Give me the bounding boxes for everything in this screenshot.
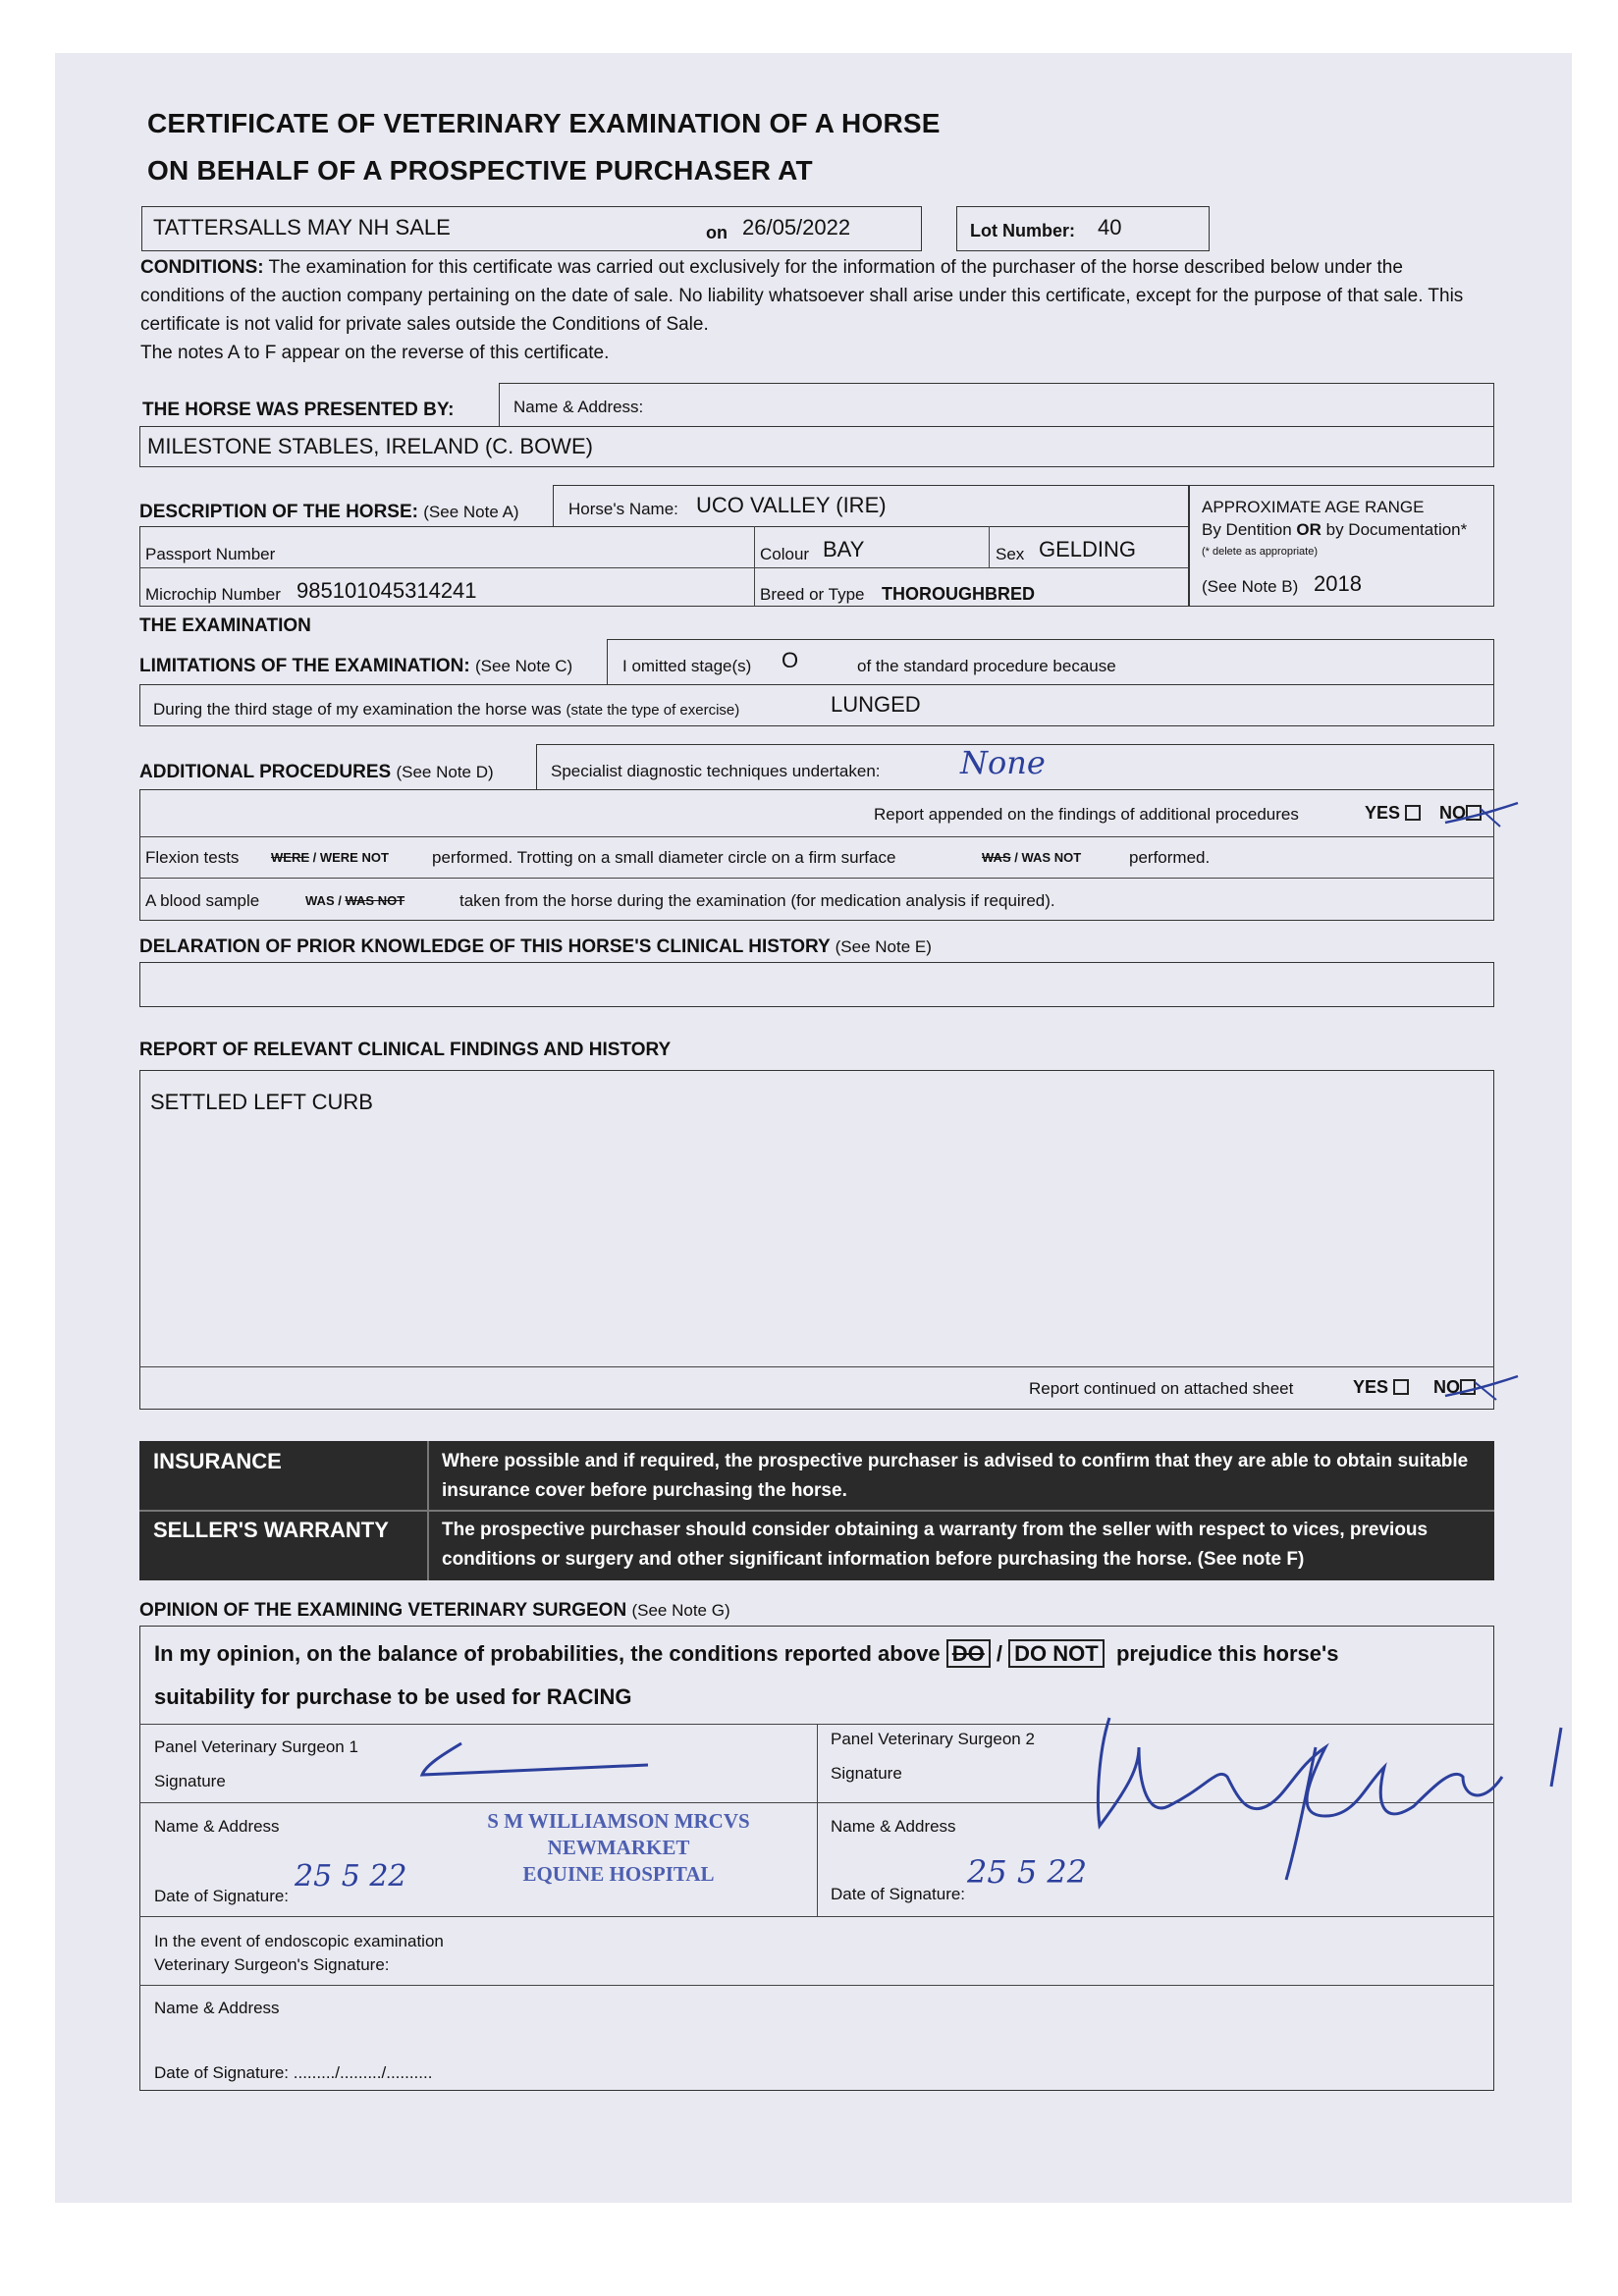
flexion-options [271,850,389,865]
vet2-date-label: Date of Signature: [831,1885,966,1903]
flexion-were-not: WERE NOT [319,850,389,865]
opinion-label-text: OPINION OF THE EXAMINING VETERINARY SURGEON [139,1600,627,1621]
report-value: SETTLED LEFT CURB [150,1090,373,1114]
report-appended-no-text: NO [1439,803,1466,823]
report-continued-yes-checkbox[interactable] [1393,1379,1409,1395]
sex-value: GELDING [1039,537,1137,561]
report-continued-yes-text: YES [1353,1377,1389,1397]
title-line-2: ON BEHALF OF A PROSPECTIVE PURCHASER AT [147,155,813,186]
endo-label-1: In the event of endoscopic examination [154,1932,444,1950]
blood-suffix: taken from the horse during the examination (for medication analysis if required). [459,891,1055,910]
additional-label [139,762,494,783]
age-delete-note: (* delete as appropriate) [1202,546,1319,558]
conditions-text [140,253,1476,367]
breed-label: Breed or Type [760,585,865,604]
opinion-do: DO [946,1639,991,1668]
horse-name-label: Horse's Name: [568,500,678,518]
blood-was: WAS [305,893,335,908]
flexion-label: Flexion tests [145,848,240,867]
opinion-label [139,1600,730,1622]
lot-number: 40 [1098,215,1122,240]
passport-label: Passport Number [145,545,276,563]
report-continued-no-tick-icon [1443,1366,1522,1406]
presented-by-value: MILESTONE STABLES, IRELAND (C. BOWE) [147,434,593,458]
report-appended-no-tick-icon [1443,793,1522,832]
vet2-signature-icon [1070,1708,1581,1885]
colour-value: BAY [823,537,865,561]
microchip-label: Microchip Number [145,585,281,604]
report-continued-yes [1353,1377,1409,1398]
opinion-text3: suitability for purchase to be used for RACING [154,1684,632,1709]
omitted-value: O [782,648,799,672]
additional-note: (See Note D) [396,763,494,781]
sex-col-divider [989,526,990,567]
opinion-divider-4 [139,1985,1494,1986]
age-or: OR [1296,520,1321,539]
trot-was: WAS [982,850,1011,865]
age-title: APPROXIMATE AGE RANGE [1202,498,1425,516]
blood-was-not: WAS NOT [345,893,405,908]
flexion-were: WERE [271,850,309,865]
limitations-label [139,656,572,677]
description-col-divider [754,526,755,607]
vet1-name-address-label: Name & Address [154,1817,280,1836]
report-label: REPORT OF RELEVANT CLINICAL FINDINGS AND HISTORY [139,1040,672,1060]
vet2-name-address-label: Name & Address [831,1817,956,1836]
vet1-date-label: Date of Signature: [154,1887,290,1905]
trot-performed: performed. [1129,848,1211,867]
report-box [139,1070,1494,1410]
description-row-divider [139,567,1189,568]
presented-by-label: THE HORSE WAS PRESENTED BY: [142,400,455,420]
third-stage-label [153,700,739,720]
blood-label: A blood sample [145,891,260,910]
vet2-label: Panel Veterinary Surgeon 2 [831,1730,1035,1748]
description-label [139,502,519,523]
opinion-text2: prejudice this horse's [1115,1641,1339,1666]
conditions-body: The examination for this certificate was carried out exclusively for the information of the purchaser of the horse described below under the conditions of the auction company pertaining on the date of sale. No liability whatsoever shall arise under this certificate, except for the purpose of that sale. This certificate is not valid for private sales outside the Conditions of Sale. [140,257,1464,335]
specialist-label: Specialist diagnostic techniques undertaken: [551,762,881,780]
third-stage-value: LUNGED [831,692,921,717]
opinion-text1: In my opinion, on the balance of probabilities, the conditions reported above [154,1641,941,1666]
blood-options: WAS / WAS NOT [305,893,405,908]
stamp-line-2: NEWMARKET [547,1836,690,1859]
lot-label: Lot Number: [970,221,1075,240]
declaration-label [139,936,932,958]
insurance-col-divider [427,1441,429,1580]
stamp-line-1: S M WILLIAMSON MRCVS [487,1809,750,1833]
breed-value: THOROUGHBRED [882,584,1035,604]
report-appended-label: Report appended on the findings of additional procedures [874,805,1299,824]
presented-name-address-label: Name & Address: [513,398,644,416]
report-appended-yes [1365,803,1421,824]
third-stage-label-text: During the third stage of my examination the horse was [153,700,562,719]
sale-on-label: on [706,223,728,242]
warranty-text: The prospective purchaser should consider obtaining a warranty from the seller with respect to vices, previous conditions or surgery and other significant information before purchasing the horse. (See note F) [442,1520,1429,1570]
conditions-label: CONDITIONS: [140,257,264,278]
additional-label-text: ADDITIONAL PROCEDURES [139,762,392,782]
examination-heading: THE EXAMINATION [139,615,311,636]
omitted-label: I omitted stage(s) [622,657,752,675]
age-value: 2018 [1314,571,1362,596]
trot-was-not: WAS NOT [1021,850,1082,865]
age-see-note: (See Note B) [1202,577,1299,596]
declaration-label-text: DELARATION OF PRIOR KNOWLEDGE OF THIS HORSE'S CLINICAL HISTORY [139,936,831,957]
opinion-do-not: DO NOT [1008,1639,1105,1668]
limitations-note: (See Note C) [474,657,573,675]
endo-date-label: Date of Signature: ........./........./.......... [154,2063,433,2082]
vet2-signature-label: Signature [831,1764,902,1783]
age-by-pre: By Dentition [1202,520,1297,539]
opinion-divider-3 [139,1916,1494,1917]
vet1-stamp [471,1808,766,1888]
colour-label: Colour [760,545,810,563]
report-divider [139,1366,1494,1367]
insurance-label: INSURANCE [153,1449,282,1473]
stamp-line-3: EQUINE HOSPITAL [522,1862,715,1886]
declaration-note: (See Note E) [835,937,932,956]
insurance-text: Where possible and if required, the prospective purchaser is advised to confirm that they are able to obtain suitable insurance cover before purchasing the horse. [442,1451,1469,1501]
insurance-divider [139,1510,1494,1512]
vet1-label: Panel Veterinary Surgeon 1 [154,1737,358,1756]
additional-divider-1 [139,836,1494,837]
title-line-1: CERTIFICATE OF VETERINARY EXAMINATION OF A HORSE [147,108,941,138]
endo-name-address-label: Name & Address [154,1999,280,2017]
declaration-box [139,962,1494,1007]
vet-col-divider [817,1724,818,1916]
microchip-value: 985101045314241 [297,578,477,603]
sex-label: Sex [996,545,1025,563]
report-appended-yes-text: YES [1365,803,1401,823]
flexion-mid: performed. Trotting on a small diameter circle on a firm surface [432,848,896,867]
sale-date: 26/05/2022 [742,215,851,240]
presented-name-box [499,383,1494,426]
description-note: (See Note A) [423,503,519,521]
report-continued-no-text: NO [1433,1377,1460,1397]
trot-options: WAS / WAS NOT [982,850,1082,865]
warranty-label: SELLER'S WARRANTY [153,1518,389,1542]
horse-name: UCO VALLEY (IRE) [696,493,887,517]
age-by [1202,520,1467,540]
age-by-post: by Documentation* [1321,520,1468,539]
third-stage-note: (state the type of exercise) [566,702,740,719]
report-appended-yes-checkbox[interactable] [1405,805,1421,821]
vet1-date-value: 25 5 22 [295,1859,407,1894]
limitations-label-text: LIMITATIONS OF THE EXAMINATION: [139,656,470,676]
additional-divider-2 [139,878,1494,879]
endo-label-2: Veterinary Surgeon's Signature: [154,1955,390,1974]
opinion-statement [154,1641,1338,1667]
opinion-note: (See Note G) [631,1601,730,1620]
vet1-signature-icon [412,1737,658,1787]
vet2-date-value: 25 5 22 [967,1853,1088,1891]
specialist-value: None [960,744,1046,781]
description-label-text: DESCRIPTION OF THE HORSE: [139,502,418,522]
sale-name: TATTERSALLS MAY NH SALE [153,215,451,240]
flexion-sep: / [309,850,320,865]
conditions-notes: The notes A to F appear on the reverse of this certificate. [140,343,610,363]
omitted-suffix: of the standard procedure because [857,657,1116,675]
report-continued-label: Report continued on attached sheet [1029,1379,1294,1398]
opinion-slash: / [996,1641,1003,1666]
vet1-signature-label: Signature [154,1772,226,1790]
